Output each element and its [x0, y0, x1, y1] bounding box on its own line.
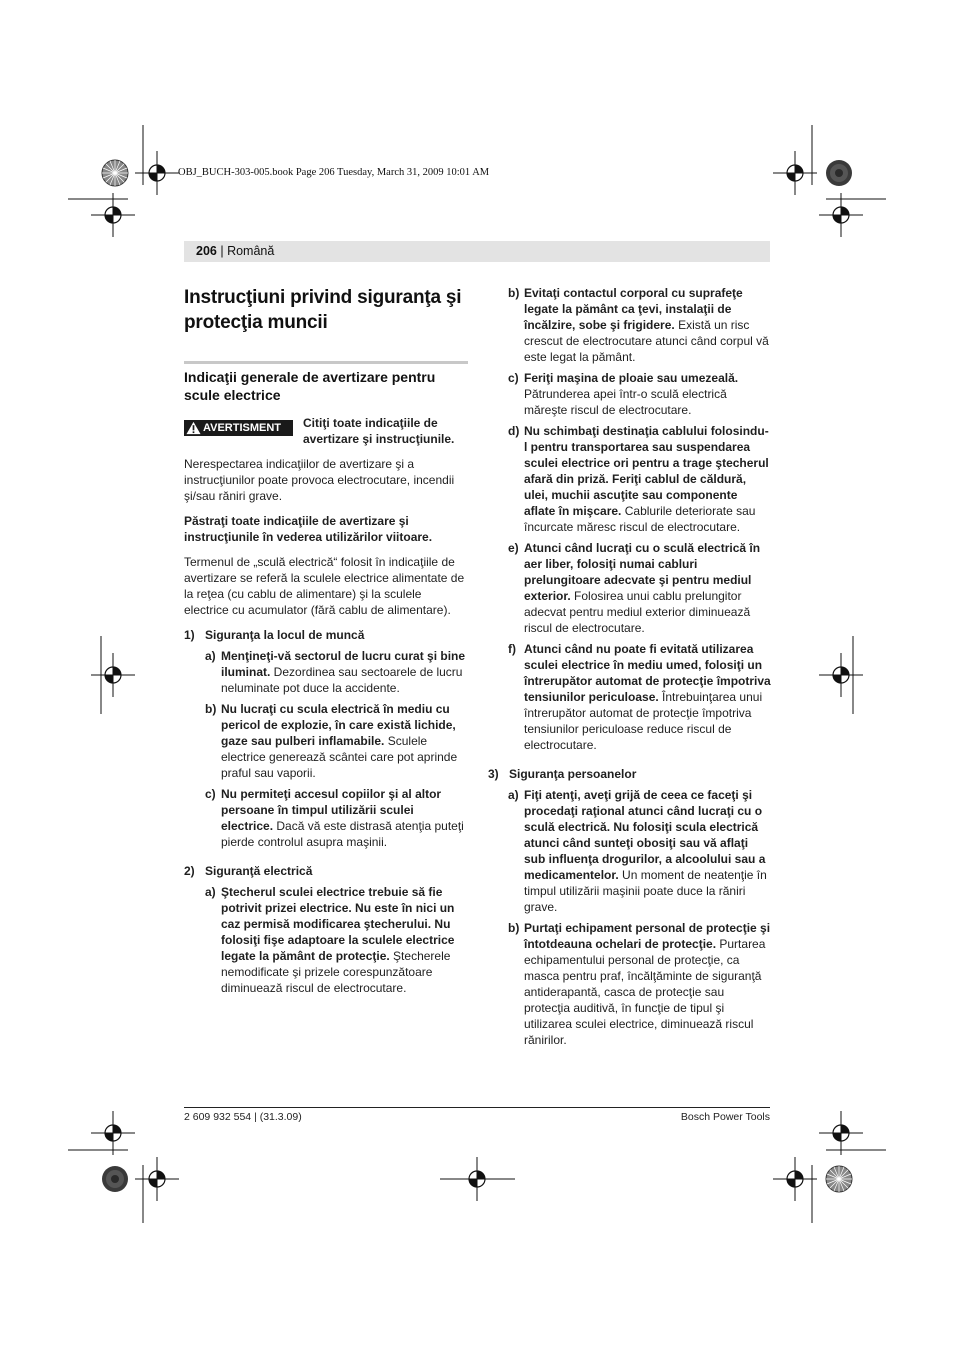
- list-item: a) Ştecherul sculei electrice trebuie să fie potrivit prizei electrice. Nu este în nici un caz permisă modificarea ştecherului. Nu folosiţi fişe adaptoare la sculele electrice legate la pământ de protecţie. Ştecherele nemodificate şi prizele corespunzătoare diminuează riscul de electrocutare.: [205, 885, 455, 995]
- page-header: [184, 241, 770, 262]
- footer-doc-number: 2 609 932 554 | (31.3.09): [184, 1111, 302, 1123]
- intro-paragraph-definition: Termenul de „sculă electrică“ folosit în indicaţiile de avertizare se referă la sculele electrice alimentate de la reţea (cu cablu de alimentare) şi la sculele electrice cu acumulator (fără cablu de alimentare).: [184, 555, 465, 617]
- list-item: f) Atunci când nu poate fi evitată utilizarea sculei electrice în mediu umed, folosiţi un întrerupător automat de protecţie împotriva tensiunilor periculoase. Întrebuinţarea unui întrerupător automat de protecţie împotriva tensiunilor periculoase reduce riscul de electrocutare.: [508, 642, 771, 752]
- list-item: b) Nu lucraţi cu scula electrică în mediu cu pericol de explozie, în care există lichide, gaze sau pulberi inflamabile. Sculele electrice generează scântei care pot aprinde praful sau vaporii.: [205, 702, 458, 780]
- right-column: [488, 285, 771, 1053]
- warning-badge: [184, 420, 293, 436]
- intro-paragraph: Nerespectarea indicaţiilor de avertizare şi a instrucţiunilor poate provoca electrocutare, incendii şi/sau răniri grave.: [184, 457, 455, 503]
- footer-rule: [184, 1107, 770, 1108]
- list-item: b) Evitaţi contactul corporal cu suprafeţe legate la pământ ca ţevi, instalaţii de încălzire, sobe şi frigidere. Există un risc crescut de electrocutare atunci când corpul vă este legat la pământ.: [508, 286, 769, 364]
- section-heading: 2) Siguranţă electrică: [184, 864, 313, 878]
- list-item: b) Purtaţi echipament personal de protecţie şi întotdeauna ochelari de protecţie. Purtarea echipamentului personal de protecţie, ca masca pentru praf, încălţăminte de siguranţă antiderapantă, casca de protecţie sau protecţia auditivă, în funcţie de tipul şi utilizarea sculei electrice, diminuează riscul rănirilor.: [508, 921, 771, 1047]
- list-item: d) Nu schimbaţi destinaţia cablului folosindu-l pentru transportarea sau suspendarea sculei electrice ori pentru a trage ştecherul afară din priză. Feriţi cablul de căldură, ulei, muchii ascuţite sau componente aflate în mişcare. Cablurile deteriorate sau încurcate măresc riscul de electrocutare.: [508, 424, 769, 534]
- section-subtitle: Indicaţii generale de avertizare pentru scule electrice: [184, 361, 468, 404]
- list-item: a) Fiţi atenţi, aveţi grijă de ceea ce faceţi şi procedaţi raţional atunci când lucraţi cu o sculă electrică. Nu folosiţi scula electrică atunci când sunteţi obosiţi sau vă aflaţi sub influenţa drogurilor, a alcoolului sau a medicamentelor. Un moment de neatenţie în timpul utilizării maşinii poate duce la răniri grave.: [508, 788, 767, 914]
- warning-badge-label: AVERTISMENT: [203, 422, 282, 434]
- list-item: c) Nu permiteţi accesul copiilor şi al altor persoane în timpul utilizării sculei electrice. Dacă vă este distrasă atenţia puteţi pierde controlul asupra maşinii.: [205, 787, 464, 849]
- footer-brand: Bosch Power Tools: [680, 1111, 770, 1123]
- list-item: c) Feriţi maşina de ploaie sau umezeală. Pătrunderea apei într-o sculă electrică măreşte riscul de electrocutare.: [508, 371, 739, 417]
- header-separator: |: [216, 244, 228, 258]
- warning-text: Citiţi toate indicaţiile de avertizare şi instrucţiunile.: [303, 416, 455, 446]
- warning-triangle-icon: [186, 421, 201, 435]
- section-heading: 1) Siguranţa la locul de muncă: [184, 628, 365, 642]
- section-heading: 3) Siguranţa persoanelor: [488, 767, 637, 781]
- list-item: e) Atunci când lucraţi cu o sculă electrică în aer liber, folosiţi numai cabluri prelungitoare adecvate şi pentru mediul exterior. Folosirea unui cablu prelungitor adecvat pentru mediul exterior diminuează riscul de electrocutare.: [508, 541, 761, 635]
- warning-block: [184, 415, 468, 447]
- page-title: Instrucţiuni privind siguranţa şi protecţia muncii: [184, 287, 462, 333]
- page-number: 206: [196, 244, 217, 258]
- intro-paragraph-bold: Păstraţi toate indicaţiile de avertizare şi instrucţiunile în vederea utilizărilor viitoare.: [184, 514, 433, 544]
- left-column: [184, 285, 468, 1001]
- header-language: Română: [227, 244, 275, 258]
- print-info: OBJ_BUCH-303-005.book Page 206 Tuesday, March 31, 2009 10:01 AM: [178, 167, 490, 178]
- list-item: a) Menţineţi-vă sectorul de lucru curat şi bine iluminat. Dezordinea sau sectoarele de lucru neluminate pot duce la accidente.: [205, 649, 466, 695]
